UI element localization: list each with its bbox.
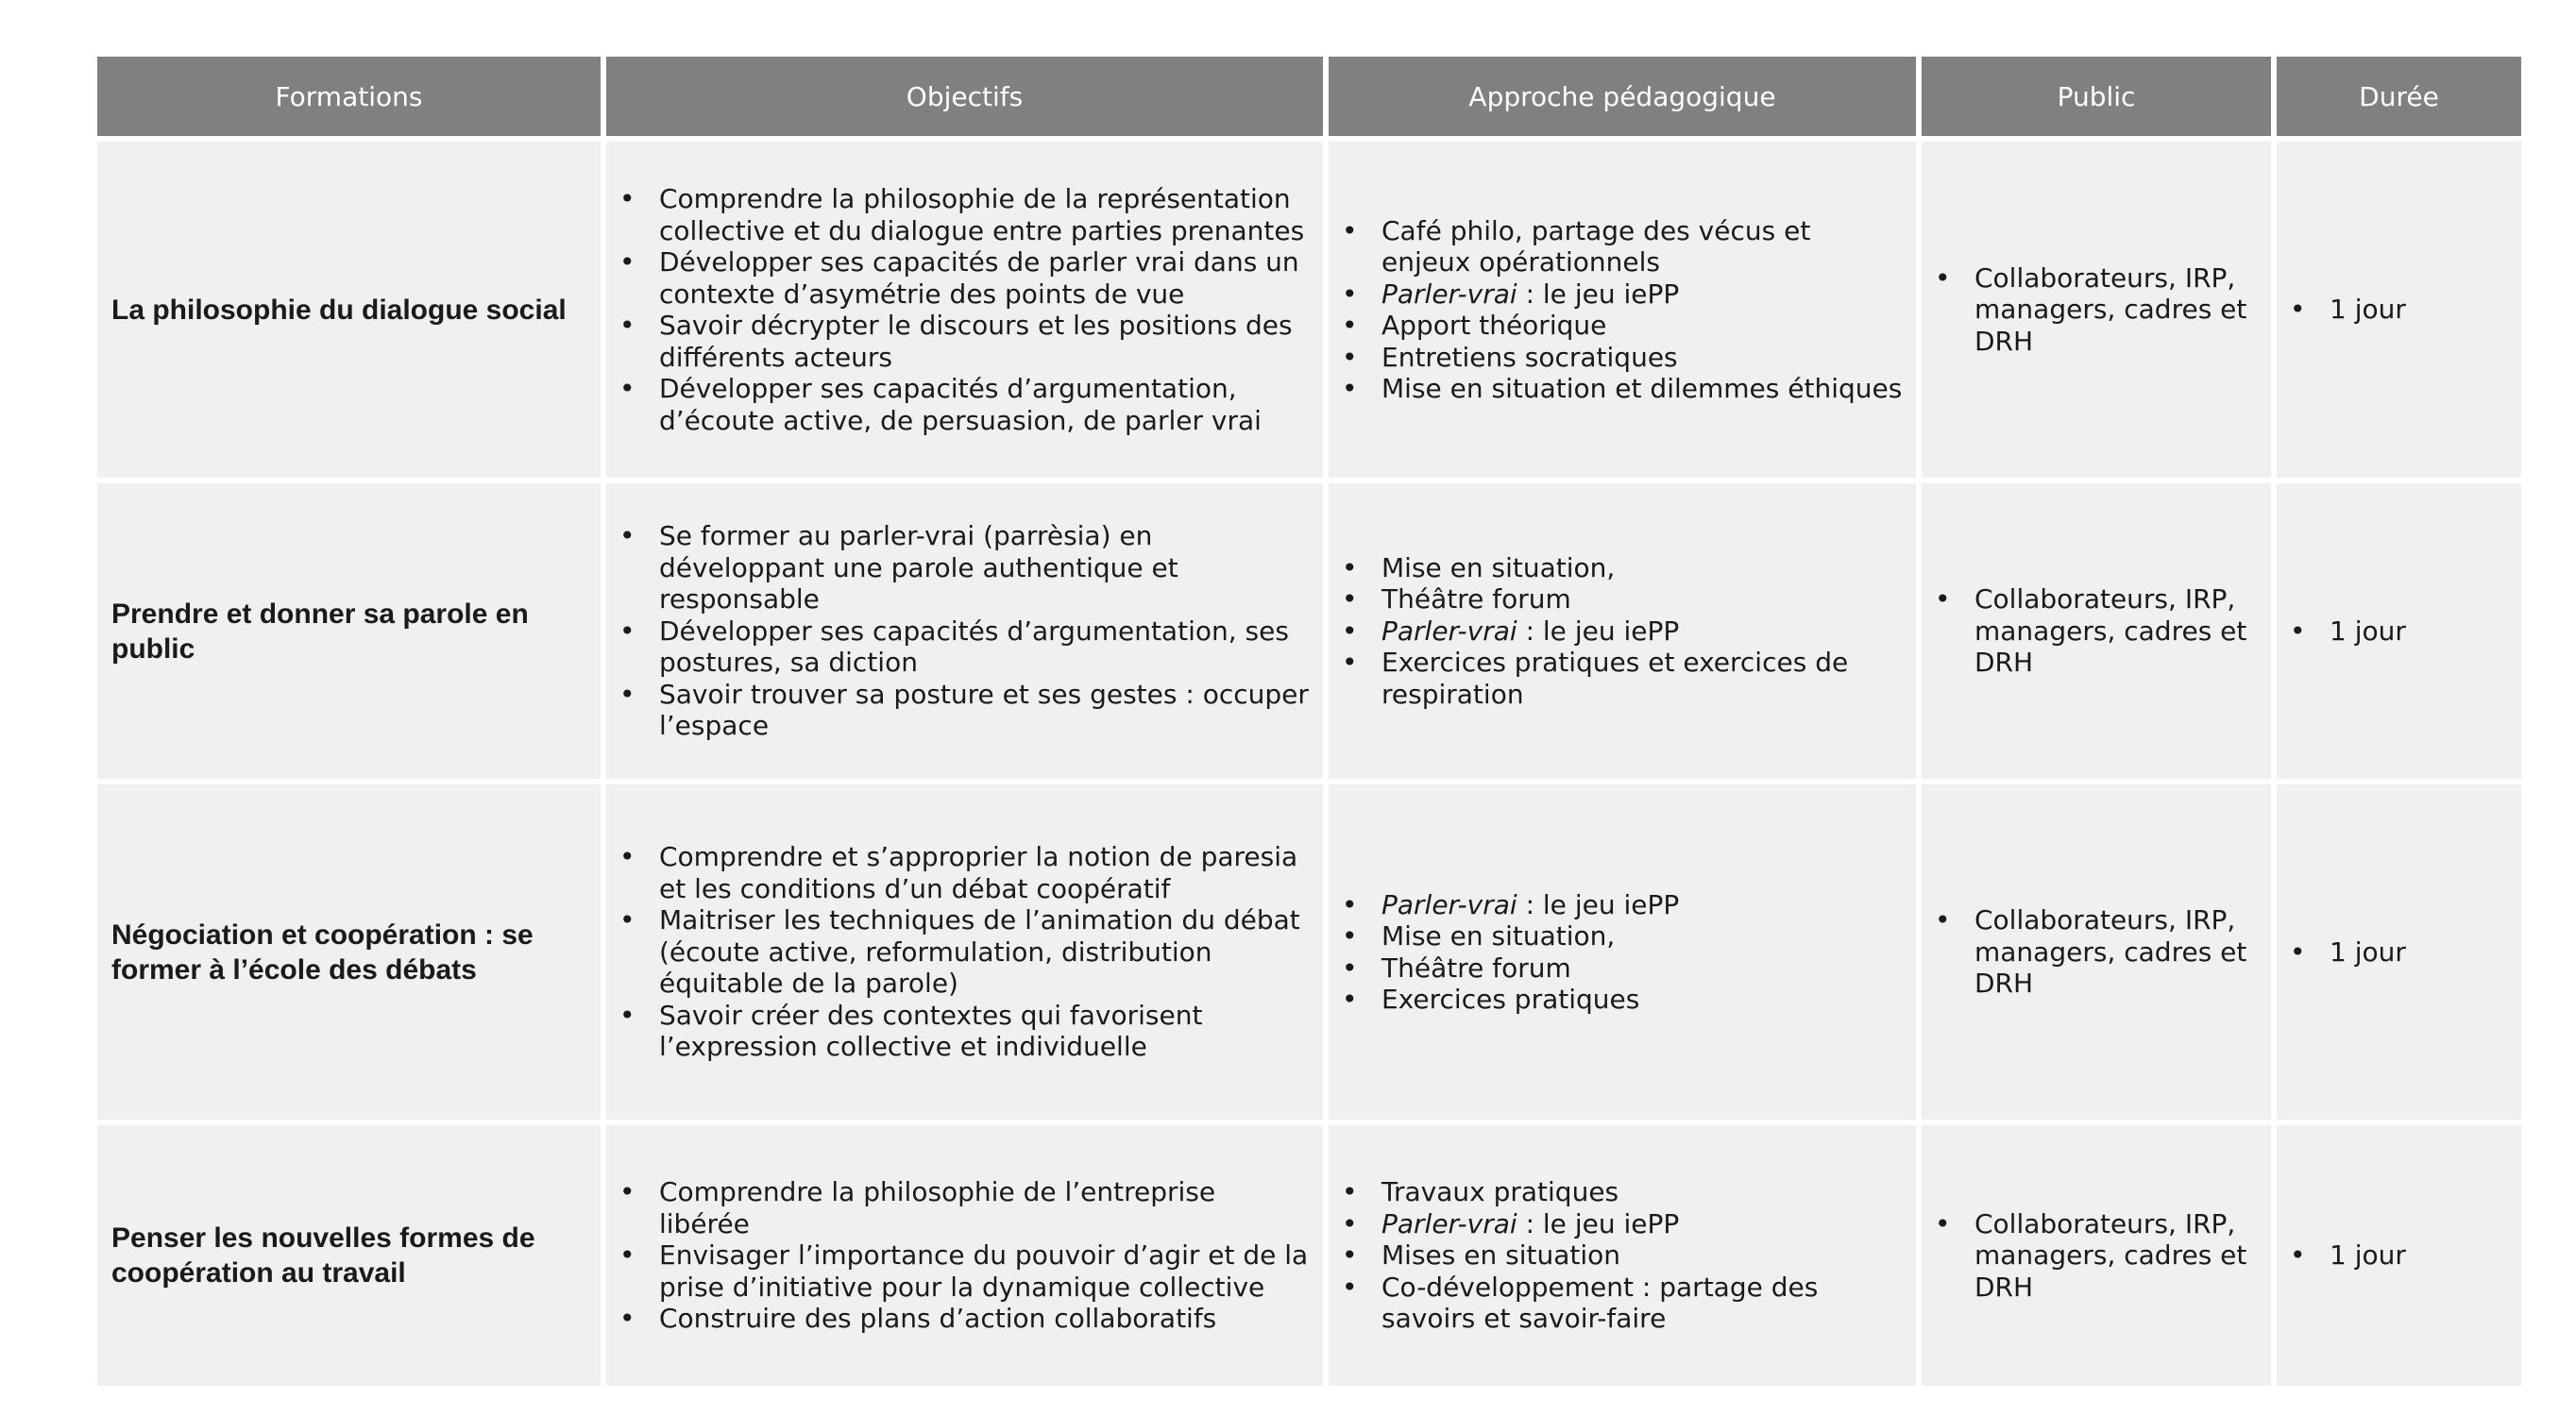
public-cell [1922, 142, 2271, 478]
objectifs-cell [606, 1125, 1323, 1386]
italic-term: Parler-vrai [1381, 278, 1517, 310]
item-text: Mise en situation et dilemmes éthiques [1381, 373, 1903, 404]
list-item [1342, 1239, 1903, 1272]
table-row [97, 142, 2521, 478]
list-item: • Construire des plans d’action collaboratifs [619, 1303, 1310, 1335]
list-item [1342, 278, 1903, 311]
public-list [1935, 262, 2258, 358]
list-item: • Savoir décrypter le discours et les positions des différents acteurs [619, 310, 1310, 373]
list-item: • Savoir trouver sa posture et ses gestes : occuper l’espace [619, 679, 1310, 742]
objectifs-list [619, 1176, 1310, 1335]
objectifs-cell [606, 142, 1323, 478]
list-item: • 1 jour [2290, 1239, 2508, 1272]
list-item [1342, 647, 1903, 710]
approche-cell [1329, 483, 1916, 779]
list-item [1342, 310, 1903, 342]
list-item: • Savoir créer des contextes qui favorisent l’expression collective et individuelle [619, 1000, 1310, 1063]
approche-list [1342, 552, 1903, 711]
approche-list [1342, 215, 1903, 405]
objectifs-list [619, 841, 1310, 1063]
item-text: Mise en situation, [1381, 920, 1616, 952]
item-text: : le jeu iePP [1517, 1207, 1680, 1239]
list-item: • Comprendre la philosophie de l’entreprise libérée [619, 1176, 1310, 1239]
list-item [1342, 552, 1903, 584]
item-text: Exercices pratiques et exercices de respiration [1381, 647, 1849, 710]
approche-cell [1329, 784, 1916, 1120]
list-item: • Comprendre et s’approprier la notion de paresia et les conditions d’un débat coopératif [619, 841, 1310, 904]
formation-title: Penser les nouvelles formes de coopération au travail [97, 1125, 601, 1386]
formations-table [92, 51, 2527, 1391]
duree-list [2290, 294, 2508, 326]
header-approche: Approche pédagogique [1329, 57, 1916, 136]
table-row [97, 483, 2521, 779]
list-item: • Se former au parler-vrai (parrèsia) en développant une parole authentique et responsable [619, 520, 1310, 615]
item-text: : le jeu iePP [1517, 615, 1680, 647]
list-item: • Développer ses capacités de parler vrai dans un contexte d’asymétrie des points de vue [619, 246, 1310, 310]
item-text: Entretiens socratiques [1381, 341, 1678, 373]
item-text: Théâtre forum [1381, 952, 1571, 984]
public-list [1935, 583, 2258, 679]
public-list [1935, 904, 2258, 1000]
item-text: : le jeu iePP [1517, 888, 1680, 920]
italic-term: Parler-vrai [1381, 888, 1517, 920]
header-duree: Durée [2277, 57, 2521, 136]
duree-cell [2277, 1125, 2521, 1386]
public-cell [1922, 784, 2271, 1120]
duree-cell [2277, 142, 2521, 478]
approche-list [1342, 1176, 1903, 1335]
duree-cell [2277, 784, 2521, 1120]
public-list [1935, 1208, 2258, 1304]
list-item [1342, 615, 1903, 648]
list-item [1342, 583, 1903, 615]
list-item: • 1 jour [2290, 294, 2508, 326]
list-item: • Comprendre la philosophie de la représentation collective et du dialogue entre parties prenantes [619, 183, 1310, 246]
list-item: • Développer ses capacités d’argumentation, ses postures, sa diction [619, 615, 1310, 679]
item-text: Apport théorique [1381, 310, 1607, 341]
item-text: : le jeu iePP [1517, 278, 1680, 310]
header-row [97, 57, 2521, 136]
italic-term: Parler-vrai [1381, 1207, 1517, 1239]
list-item [1342, 342, 1903, 374]
duree-cell [2277, 483, 2521, 779]
list-item: • Collaborateurs, IRP, managers, cadres et DRH [1935, 583, 2258, 679]
item-text: Mise en situation, [1381, 551, 1616, 583]
formation-title: Prendre et donner sa parole en public [97, 483, 601, 779]
table-row [97, 784, 2521, 1120]
duree-list [2290, 936, 2508, 969]
list-item [1342, 889, 1903, 921]
approche-list [1342, 889, 1903, 1016]
italic-term: Parler-vrai [1381, 615, 1517, 647]
objectifs-list [619, 183, 1310, 436]
list-item: • Envisager l’importance du pouvoir d’agir et de la prise d’initiative pour la dynamique collective [619, 1239, 1310, 1303]
formation-title: Négociation et coopération : se former à l’école des débats [97, 784, 601, 1120]
item-text: Café philo, partage des vécus et enjeux opérationnels [1381, 214, 1811, 278]
list-item [1342, 1272, 1903, 1335]
list-item [1342, 952, 1903, 985]
approche-cell [1329, 1125, 1916, 1386]
duree-list [2290, 1239, 2508, 1272]
item-text: Mises en situation [1381, 1239, 1620, 1272]
item-text: Exercices pratiques [1381, 984, 1640, 1015]
list-item [1342, 920, 1903, 952]
public-cell [1922, 1125, 2271, 1386]
header-objectifs: Objectifs [606, 57, 1323, 136]
header-public: Public [1922, 57, 2271, 136]
list-item: • Maitriser les techniques de l’animation du débat (écoute active, reformulation, distribution équitable de la parole) [619, 904, 1310, 1000]
list-item: • 1 jour [2290, 615, 2508, 648]
list-item: • Collaborateurs, IRP, managers, cadres et DRH [1935, 1208, 2258, 1304]
list-item: • Collaborateurs, IRP, managers, cadres et DRH [1935, 904, 2258, 1000]
list-item: • 1 jour [2290, 936, 2508, 969]
table-row [97, 1125, 2521, 1386]
item-text: Travaux pratiques [1381, 1176, 1619, 1208]
list-item [1342, 984, 1903, 1016]
approche-cell [1329, 142, 1916, 478]
duree-list [2290, 615, 2508, 648]
list-item: • Collaborateurs, IRP, managers, cadres et DRH [1935, 262, 2258, 358]
header-formations: Formations [97, 57, 601, 136]
objectifs-list [619, 520, 1310, 742]
item-text: Co-développement : partage des savoirs et savoir-faire [1381, 1271, 1819, 1335]
list-item [1342, 1176, 1903, 1208]
objectifs-cell [606, 784, 1323, 1120]
list-item: • Développer ses capacités d’argumentation, d’écoute active, de persuasion, de parler vrai [619, 373, 1310, 436]
formation-title: La philosophie du dialogue social [97, 142, 601, 478]
list-item [1342, 215, 1903, 278]
list-item [1342, 373, 1903, 405]
item-text: Théâtre forum [1381, 583, 1571, 615]
list-item [1342, 1208, 1903, 1240]
objectifs-cell [606, 483, 1323, 779]
public-cell [1922, 483, 2271, 779]
